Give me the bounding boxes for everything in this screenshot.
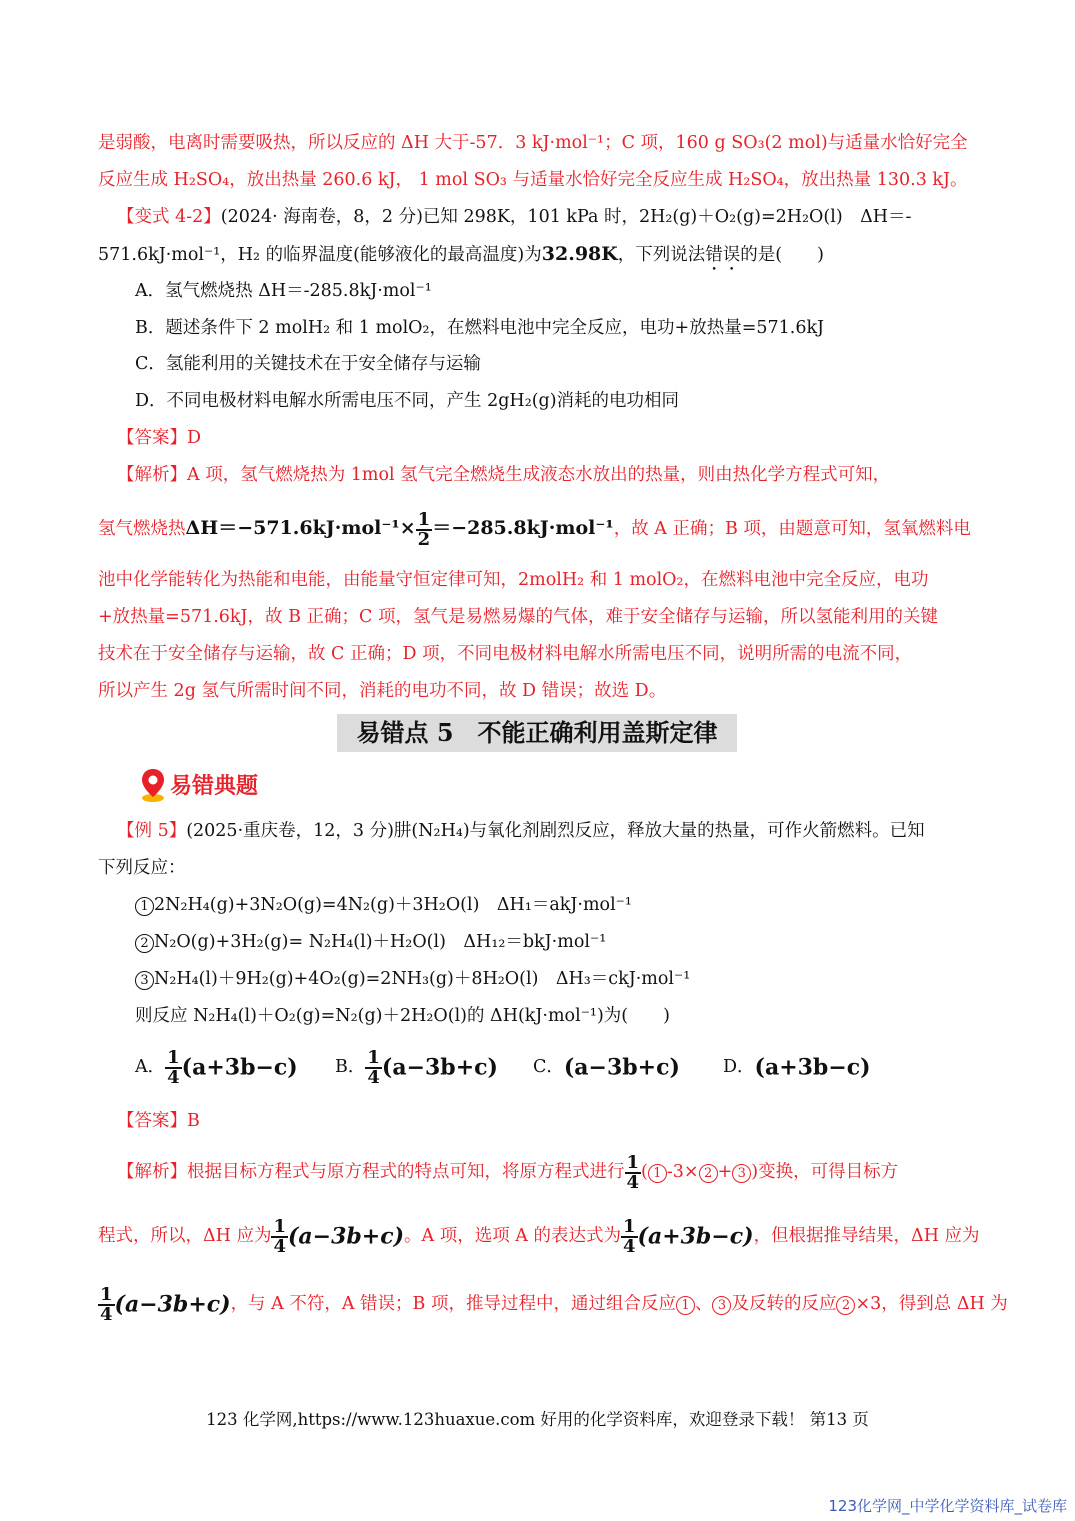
option-c: C．氢能利用的关键技术在于安全储存与运输 (135, 354, 481, 374)
explanation-1-line2 (98, 508, 971, 549)
option-d: D．不同电极材料电解水所需电压不同，产生 2gH₂(g)消耗的电功相同 (135, 391, 680, 411)
section-title: 易错典题 (170, 773, 259, 799)
choice-expression: (a−3b+c) (563, 1054, 680, 1081)
choice-expression: (a+3b−c) (754, 1054, 871, 1081)
variant-4-2-line2 (98, 241, 824, 275)
choice-label: A． (135, 1057, 166, 1077)
formula-expression: (a+3b−c) (637, 1223, 754, 1250)
fraction-numerator: 1 (100, 1283, 113, 1305)
reaction-3 (135, 966, 690, 992)
explanation-2-line3 (98, 1282, 1008, 1327)
choice-label: B． (335, 1057, 366, 1077)
fraction-numerator: 1 (167, 1046, 180, 1068)
text-line: 反应生成 H₂SO₄，放出热量 260.6 kJ， 1 mol SO₃ 与适量水恰好完全反应生成 H₂SO₄，放出热量 130.3 kJ。 (98, 170, 968, 190)
text-span: 、 (694, 1294, 713, 1314)
reaction-text: 2N₂H₄(g)+3N₂O(g)=4N₂(g)＋3H₂O(l) ΔH₁＝akJ·mol⁻¹ (154, 895, 632, 915)
fraction-denominator: 4 (623, 1235, 636, 1257)
quarter-fraction (165, 1046, 182, 1088)
question-line: 则反应 N₂H₄(l)＋O₂(g)=N₂(g)＋2H₂O(l)的 ΔH(kJ·mol⁻¹)为( ) (135, 1006, 670, 1026)
text-span: ×3，得到总 ΔH 为 (855, 1294, 1008, 1314)
choice-a (135, 1042, 298, 1093)
critical-temp: 32.98K (541, 243, 618, 265)
section-heading: 易错点 5 不能正确利用盖斯定律 (337, 714, 737, 752)
answer-value: B (187, 1111, 200, 1131)
text-span: -3× (666, 1162, 699, 1182)
page-footer: 123 化学网,https://www.123huaxue.com 好用的化学资料库，欢迎登录下载！ 第13 页 (206, 1410, 869, 1429)
example-5-line1 (117, 818, 925, 844)
explanation-2-line2 (98, 1214, 980, 1259)
text-line: 所以产生 2g 氢气所需时间不同，消耗的电功不同，故 D 错误；故选 D。 (98, 681, 667, 701)
choice-expression: (a+3b−c) (181, 1054, 298, 1081)
choice-label: C． (533, 1057, 564, 1077)
answer-2 (117, 1108, 200, 1134)
text-span: 的是( ) (740, 245, 824, 265)
text-span: ( (641, 1162, 648, 1182)
circled-number: 3 (712, 1296, 731, 1315)
answer-1 (117, 425, 201, 451)
text-span: ，故 A 正确；B 项，由题意可知，氢氧燃料电 (613, 519, 971, 539)
fraction-denominator: 4 (100, 1303, 113, 1325)
location-pin-icon (140, 767, 166, 803)
half-fraction (416, 508, 433, 550)
circled-number: 1 (135, 897, 154, 916)
explanation-tag: 【解析】 (117, 1162, 187, 1182)
text-span: 及反转的反应 (731, 1294, 837, 1314)
quarter-fraction (365, 1046, 382, 1088)
circled-number: 2 (836, 1296, 855, 1315)
example-5-line2: 下列反应： (98, 858, 186, 878)
text-span: 571.6kJ·mol⁻¹，H₂ 的临界温度(能够液化的最高温度)为 (98, 245, 542, 265)
explanation-2-line1 (117, 1150, 898, 1194)
answer-tag: 【答案】 (117, 428, 187, 448)
text-span: (2025·重庆卷，12，3 分)肼(N₂H₄)与氧化剂剧烈反应，释放大量的热量，可作火箭燃料。已知 (186, 821, 925, 841)
variant-tag: 【变式 4-2】 (117, 207, 221, 227)
formula-part: ΔH＝−571.6kJ·mol⁻¹× (185, 517, 416, 539)
fraction-denominator: 2 (417, 528, 431, 550)
fraction-numerator: 1 (367, 1046, 380, 1068)
explanation-tag: 【解析】 (117, 465, 187, 485)
text-span: 氢气燃烧热 (98, 519, 186, 539)
circled-number: 1 (648, 1164, 667, 1183)
option-b: B．题述条件下 2 molH₂ 和 1 molO₂，在燃料电池中完全反应，电功+放热量=571.6kJ (135, 318, 825, 338)
quarter-fraction (98, 1283, 115, 1325)
text-span: )变换，可得目标方 (751, 1162, 899, 1182)
text-span: 。A 项，选项 A 的表达式为 (404, 1226, 621, 1246)
answer-tag: 【答案】 (117, 1111, 187, 1131)
text-span: A 项，氢气燃烧热为 1mol 氢气完全燃烧生成液态水放出的热量，则由热化学方程式可知， (187, 465, 891, 485)
formula-expression: (a−3b+c) (288, 1223, 405, 1250)
circled-number: 3 (135, 971, 154, 990)
choice-label: D． (723, 1057, 755, 1077)
text-span: ，与 A 不符，A 错误；B 项，推导过程中，通过组合反应 (230, 1294, 676, 1314)
option-a: A．氢气燃烧热 ΔH＝-285.8kJ·mol⁻¹ (135, 281, 432, 301)
circled-number: 1 (676, 1296, 695, 1315)
answer-value: D (187, 428, 202, 448)
choice-expression: (a−3b+c) (381, 1054, 498, 1081)
reaction-text: N₂O(g)+3H₂(g)= N₂H₄(l)＋H₂O(l) ΔH₁₂＝bkJ·mol⁻¹ (154, 932, 607, 952)
choice-c (533, 1042, 680, 1093)
watermark-link[interactable]: 123化学网_中学化学资料库_试卷库 (828, 1497, 1067, 1515)
text-line: 池中化学能转化为热能和电能，由能量守恒定律可知，2molH₂ 和 1 molO₂，在燃料电池中完全反应，电功 (98, 570, 929, 590)
text-line: 技术在于安全储存与运输，故 C 正确；D 项，不同电极材料电解水所需电压不同，说明所需的电流不同， (98, 644, 913, 664)
reaction-2 (135, 929, 606, 955)
text-span: ，下列说法 (617, 245, 706, 265)
variant-4-2-line1 (117, 204, 911, 230)
text-span: ，但根据推导结果，ΔH 应为 (753, 1226, 980, 1246)
circled-number: 2 (699, 1164, 718, 1183)
fraction-denominator: 4 (273, 1235, 286, 1257)
text-line: +放热量=571.6kJ，故 B 正确；C 项，氢气是易燃易爆的气体，难于安全储存与运输，所以氢能利用的关键 (98, 607, 938, 627)
fraction-denominator: 4 (367, 1066, 380, 1088)
text-span: 根据目标方程式与原方程式的特点可知，将原方程式进行 (187, 1162, 625, 1182)
circled-number: 3 (732, 1164, 751, 1183)
quarter-fraction (271, 1215, 288, 1257)
text-span: 程式，所以，ΔH 应为 (98, 1226, 272, 1246)
fraction-numerator: 1 (273, 1215, 286, 1237)
formula-expression: (a−3b+c) (114, 1291, 231, 1318)
fraction-numerator: 1 (623, 1215, 636, 1237)
fraction-denominator: 4 (167, 1066, 180, 1088)
quarter-fraction (621, 1215, 638, 1257)
fraction-denominator: 4 (626, 1171, 640, 1193)
text-line: 是弱酸，电离时需要吸热，所以反应的 ΔH 大于-57．3 kJ·mol⁻¹；C 项，160 g SO₃(2 mol)与适量水恰好完全 (98, 133, 968, 153)
example-tag: 【例 5】 (117, 821, 187, 841)
fraction-numerator: 1 (626, 1151, 640, 1173)
quarter-fraction (625, 1151, 642, 1193)
choice-b (335, 1042, 498, 1093)
reaction-1 (135, 892, 632, 918)
fraction-numerator: 1 (417, 508, 431, 530)
emphasis-text: 错误 (705, 245, 741, 265)
circled-number: 2 (135, 934, 154, 953)
variant-text: (2024· 海南卷，8，2 分)已知 298K，101 kPa 时，2H₂(g)＋O₂(g)=2H₂O(l) ΔH＝- (220, 207, 912, 227)
text-span: + (717, 1162, 733, 1182)
choice-d (723, 1042, 871, 1093)
explanation-1-line1 (117, 462, 890, 488)
formula-part: ＝−285.8kJ·mol⁻¹ (432, 517, 614, 539)
reaction-text: N₂H₄(l)＋9H₂(g)+4O₂(g)=2NH₃(g)＋8H₂O(l) ΔH₃＝ckJ·mol⁻¹ (154, 969, 691, 989)
